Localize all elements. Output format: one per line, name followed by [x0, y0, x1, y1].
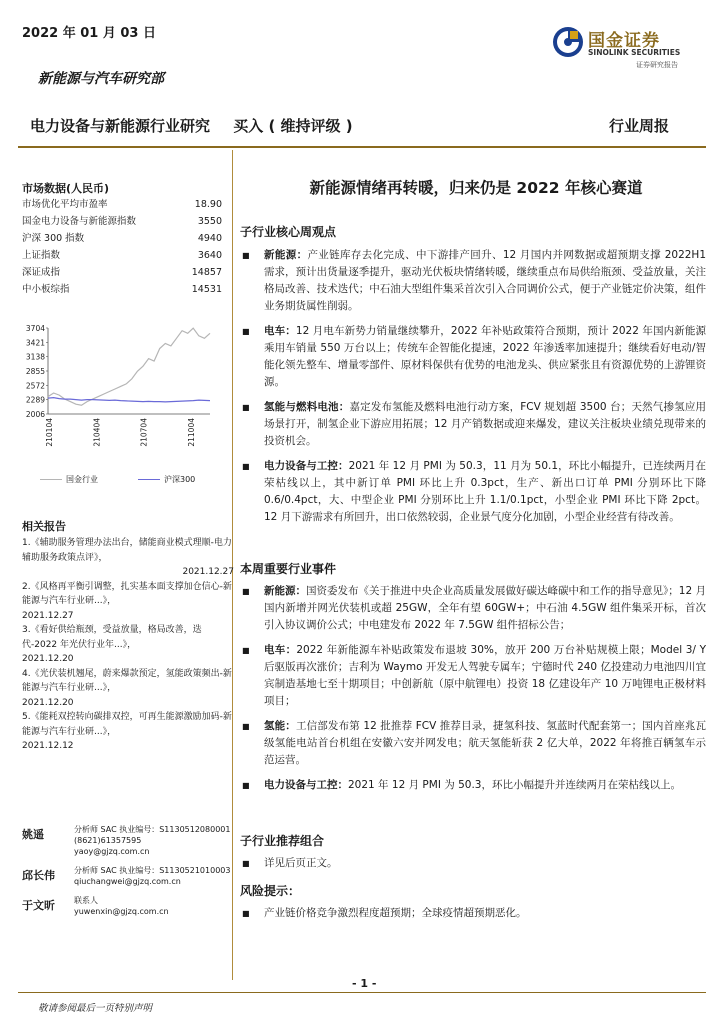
legend-label: 国金行业	[66, 475, 98, 484]
analyst-name: 姚遥	[22, 828, 44, 841]
logo-subtitle: 证券研究报告	[636, 61, 678, 69]
market-value: 3550	[197, 216, 222, 227]
page-number: - 1 -	[352, 977, 377, 990]
analyst-card: 姚遥 分析师 SAC 执业编号：S1130512080001 (8621)61357595 yaoy@gjzq.com.cn	[22, 825, 231, 856]
y-tick-label: 2572	[25, 381, 45, 391]
market-label: 沪深 300 指数	[22, 233, 85, 244]
market-value: 18.90	[194, 199, 222, 210]
report-title: 电力设备与新能源行业研究	[30, 117, 211, 135]
logo-text-en: SINOLINK SECURITIES	[588, 48, 681, 57]
market-value: 3640	[197, 250, 222, 261]
analyst-name: 于文昕	[22, 899, 55, 912]
bullet-item: ■ 电力设备与工控：2021 年 12 月 PMI 为 50.3，环比小幅提升并连续两月在荣枯线以上。	[240, 777, 706, 794]
y-tick-label: 3138	[25, 352, 45, 362]
legend-item	[138, 474, 195, 485]
sinolink-logo-icon	[552, 26, 584, 58]
x-tick-label: 210404	[92, 418, 102, 447]
bullet-item: ■ 氢能与燃料电池：嘉定发布氢能及燃料电池行动方案，FCV 规划超 3500 台；天然气掺氢应用场景打开，制氢企业下游应用拓展；12 月产销数据或迎来爆发，建议关注板块业绩兑现带来的投资机会。	[240, 399, 706, 450]
related-report-item[interactable]: 1.《辅助服务管理办法出台，储能商业模式理顺-电力辅助服务政策点评》， 2021.12.27	[22, 538, 234, 577]
analyst-email[interactable]: yuwenxin@gjzq.com.cn	[74, 907, 169, 916]
rating: 买入 ( 维持评级 )	[233, 117, 353, 135]
company-logo	[552, 26, 702, 86]
bullet-item: ■ 新能源：国资委发布《关于推进中央企业高质量发展做好碳达峰碳中和工作的指导意见》；12 月国内新增并网光伏装机或超 25GW，全年有望 60GW+；中石油 4.5GW 组件集采开标，首次引入协议调价公式；中电建发布 2022 年 7.5GW 组件招标公告；	[240, 583, 706, 634]
analyst-name: 邱长伟	[22, 869, 55, 882]
bullet-item: ■ 新能源：产业链库存去化完成、中下游排产回升、12 月国内并网数据或超预期支撑 2022H1 需求，预计出货量逐季提升，驱动光伏板块情绪转暖，继续重点布局供给瓶颈、受益放量，关注格局改善、技术迭代；中石油大型组件集采首次引入合同调价公式，便于产业链定价决策，组件业务期货属性削弱。	[240, 247, 706, 315]
analyst-email[interactable]: qiuchangwei@gjzq.com.cn	[74, 877, 181, 886]
bullet-item: ■ 电车：2022 年新能源车补贴政策发布退坡 30%，放开 200 万台补贴规模上限；Model 3/ Y 后驱版再次涨价；吉利为 Waymo 开发无人驾驶专属车；宁德时代 240 亿投建动力电池四川宜宾制造基地七至十期项目；中创新航（原中航锂电）投资 18 亿建设年产 10 万吨锂电正极材料项目；	[240, 642, 706, 710]
x-tick-label: 210704	[139, 418, 149, 447]
related-report-item[interactable]: 2.《风格再平衡引调整，扎实基本面支撑加仓信心-新能源与汽车行业研...》， 2021.12.27	[22, 581, 232, 621]
bullet-item: ■ 氢能：工信部发布第 12 批推荐 FCV 推荐目录，捷氢科技、氢蓝时代配套第一；国内首座兆瓦级氢能电站首台机组在安徽六安并网发电；航天氢能斩获 2 亿大单，2022 年将推百辆氢车示范运营。	[240, 718, 706, 769]
market-label: 上证指数	[22, 250, 61, 261]
core-views-list	[240, 247, 706, 534]
related-report-item[interactable]: 3.《看好供给瓶颈，受益放量，格局改善，迭代-2022 年光伏行业年...》， 2021.12.20	[22, 625, 202, 664]
x-tick-label: 211004	[187, 418, 196, 447]
bullet-item: ■ 产业链价格竞争激烈程度超预期；全球疫情超预期恶化。	[240, 905, 706, 922]
x-tick-label: 210104	[45, 418, 54, 447]
risk-list	[240, 905, 706, 930]
related-reports-title: 相关报告	[22, 520, 66, 533]
market-row	[22, 213, 222, 230]
legend-item	[40, 474, 98, 485]
legend-swatch	[40, 479, 62, 480]
bullet-item: ■ 电力设备与工控：2021 年 12 月 PMI 为 50.3，11 月为 50.1，环比小幅提升，已连续两月在荣枯线以上，其中新订单 PMI 环比上升 0.3pct，生产、新出口订单 PMI 分别环比下降 0.6/0.4pct，大、中型企业 PMI 分别环比上升 1.1/0.1pct，小型企业 PMI 环比下降 2pct。12 月下游需求有所回升，出口依然较弱，企业景气度分化加剧，小型企业经营有待改善。	[240, 458, 706, 526]
analyst-email[interactable]: yaoy@gjzq.com.cn	[74, 847, 150, 856]
recommend-list	[240, 855, 706, 880]
analyst-card: 于文昕 联系人 yuwenxin@gjzq.com.cn	[22, 895, 232, 917]
events-list	[240, 583, 706, 802]
related-report-item[interactable]: 5.《能耗双控转向碳排双控，可再生能源激励加码-新能源与汽车行业研...》， 2021.12.12	[22, 712, 232, 751]
y-tick-label: 2289	[25, 395, 45, 405]
related-report-item[interactable]: 4.《光伏装机翘尾，蔚来爆款预定，氢能政策频出-新能源与汽车行业研...》， 2021.12.20	[22, 668, 232, 708]
market-label: 中小板综指	[22, 284, 70, 295]
series-line-国金行业	[48, 328, 210, 405]
section-core-views: 子行业核心周观点	[240, 225, 337, 239]
analyst-list	[22, 824, 232, 925]
footer-divider	[18, 992, 706, 993]
disclaimer: 敬请参阅最后一页特别声明	[38, 1003, 153, 1014]
report-type: 行业周报	[609, 117, 670, 135]
market-row	[22, 247, 222, 264]
market-label: 市场优化平均市盈率	[22, 199, 108, 210]
series-line-沪深300	[48, 398, 210, 402]
analyst-card: 邱长伟 分析师 SAC 执业编号：S1130521010003 qiuchangwei@gjzq.com.cn	[22, 866, 231, 886]
department-name: 新能源与汽车研究部	[38, 71, 164, 87]
market-row	[22, 196, 222, 213]
market-label: 深证成指	[22, 267, 61, 278]
section-recommend: 子行业推荐组合	[240, 834, 325, 848]
section-events: 本周重要行业事件	[240, 562, 337, 576]
market-value: 4940	[197, 233, 222, 244]
y-tick-label: 3421	[25, 338, 45, 348]
market-row	[22, 281, 222, 298]
section-risk: 风险提示：	[240, 884, 301, 898]
legend-swatch	[138, 479, 160, 480]
related-reports-list	[22, 536, 234, 754]
y-tick-label: 2855	[25, 367, 45, 376]
report-date: 2022 年 01 月 03 日	[22, 26, 156, 41]
market-row	[22, 264, 222, 281]
bullet-item: ■ 电车：12 月电车新势力销量继续攀升，2022 年补贴政策符合预期，预计 2022 年国内新能源乘用车销量 550 万台以上；传统车企智能化提速，2022 年渗透率加速提升；继续看好电动/智能化领先整车、增量零部件、原材料保供有优势的电池龙头、供应紧张且有资源优势的上游锂资源。	[240, 323, 706, 391]
market-data-title: 市场数据(人民币)	[22, 182, 110, 195]
logo-text-cn: 国金证券	[588, 31, 660, 51]
bullet-item: ■ 详见后页正文。	[240, 855, 706, 872]
index-chart	[18, 322, 218, 488]
market-data-table	[22, 196, 222, 298]
chart-legend	[40, 474, 195, 485]
header-divider	[18, 146, 706, 148]
market-label: 国金电力设备与新能源指数	[22, 216, 137, 227]
market-value: 14857	[191, 267, 222, 278]
y-tick-label: 2006	[25, 410, 45, 419]
y-tick-label: 3704	[25, 324, 45, 333]
report-title-bar	[30, 115, 371, 136]
market-value: 14531	[191, 284, 222, 295]
market-row	[22, 230, 222, 247]
legend-label: 沪深300	[164, 475, 196, 484]
headline: 新能源情绪再转暖，归来仍是 2022 年核心赛道	[309, 179, 643, 197]
